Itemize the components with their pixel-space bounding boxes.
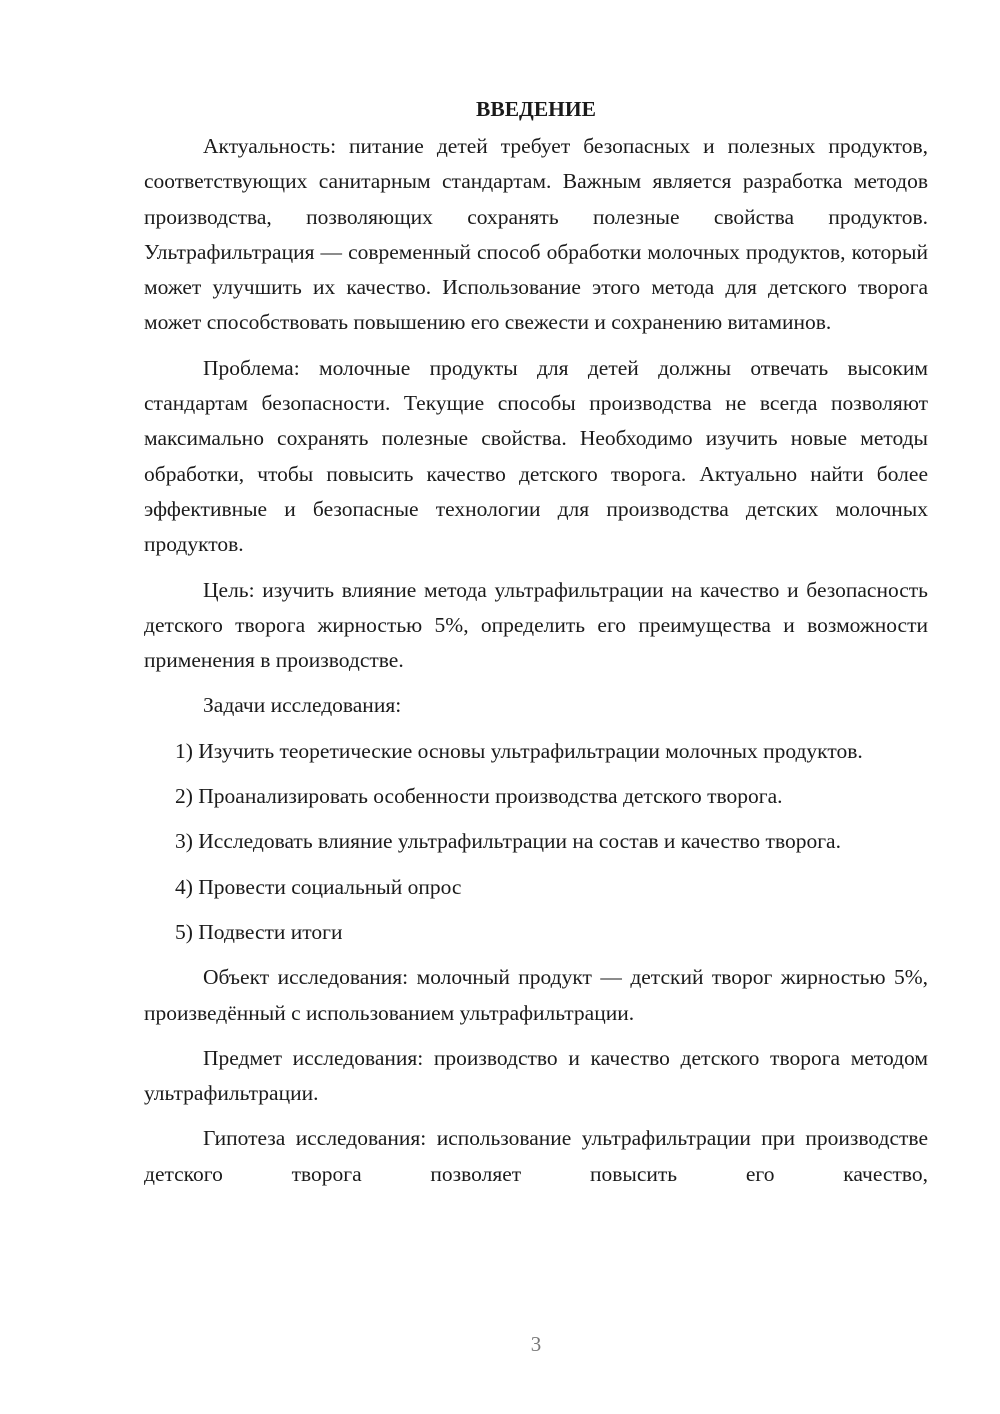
task-item-1: 1) Изучить теоретические основы ультрафильтрации молочных продуктов. [175,738,863,763]
task-item-4: 4) Провести социальный опрос [175,874,462,899]
problem-paragraph: Проблема: молочные продукты для детей должны отвечать высоким стандартам безопасности. Текущие способы производства не всегда позволяют максимально сохранять полезные свойства. Необходимо изучить новые методы обработки, чтобы повысить качество детского творога. Актуально найти более эффективные и безопасные технологии для производства детских молочных продуктов. [144,355,928,557]
relevance-paragraph: Актуальность: питание детей требует безопасных и полезных продуктов, соответствующих санитарным стандартам. Важным является разработка методов производства, позволяющих сохранять полезные свойства продуктов. Ультрафильтрация — современный способ обработки молочных продуктов, который может улучшить их качество. Использование этого метода для детского творога может способствовать повышению его свежести и сохранению витаминов. [144,134,928,335]
tasks-heading: Задачи исследования: [203,693,402,718]
page-number: 3 [530,1332,542,1356]
task-item-3: 3) Исследовать влияние ультрафильтрации на состав и качество творога. [175,829,841,854]
section-title: ВВЕДЕНИЕ [476,97,596,121]
object-paragraph: Объект исследования: молочный продукт — детский творог жирностью 5%, произведённый с использованием ультрафильтрации. [144,965,928,1025]
task-item-2: 2) Проанализировать особенности производства детского творога. [175,784,783,809]
document-page [144,92,928,1202]
hypothesis-paragraph: Гипотеза исследования: использование ультрафильтрации при производстве детского творога позволяет повысить его качество, [144,1126,928,1186]
task-item-5: 5) Подвести итоги [175,919,343,944]
subject-paragraph: Предмет исследования: производство и качество детского творога методом ультрафильтрации. [144,1045,928,1106]
goal-paragraph: Цель: изучить влияние метода ультрафильтрации на качество и безопасность детского творога жирностью 5%, определить его преимущества и возможности применения в производстве. [144,577,928,673]
